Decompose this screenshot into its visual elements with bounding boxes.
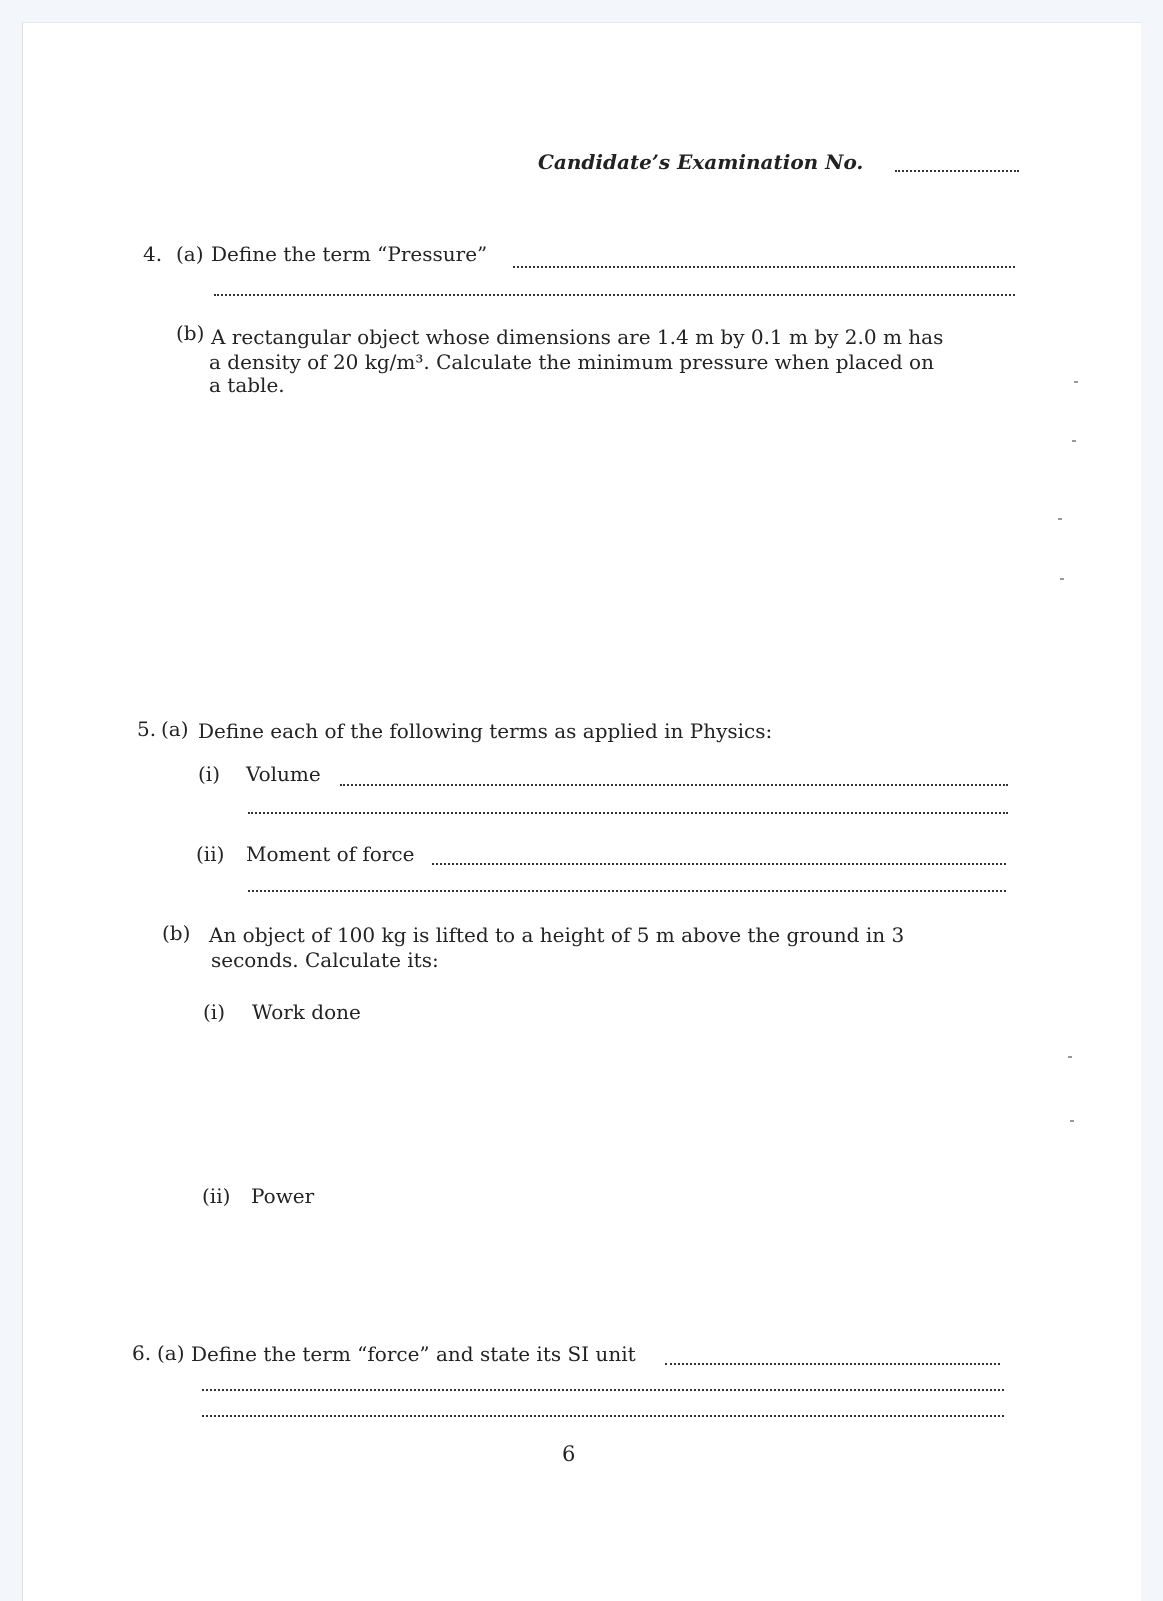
q5b-line-2: seconds. Calculate its: <box>211 948 439 972</box>
q5b-item-label: (ii) <box>202 1184 231 1208</box>
q6a-label: (a) <box>157 1341 185 1365</box>
margin-mark <box>1072 440 1076 442</box>
margin-mark <box>1068 1056 1072 1058</box>
q5a-text: Define each of the following terms as applied in Physics: <box>198 719 773 743</box>
q5b-item-text: Power <box>251 1184 315 1208</box>
page-number: 6 <box>562 1442 576 1466</box>
q5a-ii-answer-line-1[interactable] <box>432 863 1006 865</box>
q5b-line-1: An object of 100 kg is lifted to a height of 5 m above the ground in 3 <box>209 923 905 947</box>
q4b-line-3: a table. <box>209 373 285 397</box>
q4a-text: Define the term “Pressure” <box>211 242 488 266</box>
q5a-label: (a) <box>161 717 189 741</box>
q5b-item-label: (i) <box>203 1000 226 1024</box>
candidate-exam-no-label: Candidate’s Examination No. <box>538 150 864 174</box>
q5a-item-label: (i) <box>198 762 221 786</box>
q4b-line-2: a density of 20 kg/m³. Calculate the minimum pressure when placed on <box>209 350 934 374</box>
margin-mark <box>1070 1120 1074 1122</box>
q5-number: 5. <box>137 717 157 741</box>
q6a-answer-line-3[interactable] <box>202 1415 1004 1417</box>
q4a-answer-line-2[interactable] <box>214 294 1015 296</box>
margin-mark <box>1060 578 1064 580</box>
q4b-label: (b) <box>176 321 205 345</box>
q6a-text: Define the term “force” and state its SI unit <box>191 1342 636 1366</box>
q4-number: 4. <box>143 242 163 266</box>
q5b-label: (b) <box>162 921 191 945</box>
margin-mark <box>1074 381 1078 383</box>
q4a-label: (a) <box>176 242 204 266</box>
q4b-line-1: A rectangular object whose dimensions are 1.4 m by 0.1 m by 2.0 m has <box>211 325 944 349</box>
candidate-exam-no-field[interactable] <box>895 170 1019 172</box>
q6a-answer-line-1[interactable] <box>665 1363 1000 1365</box>
q5a-i-answer-line-1[interactable] <box>340 784 1008 786</box>
q5a-ii-answer-line-2[interactable] <box>248 890 1006 892</box>
q5a-item-text: Volume <box>246 762 321 786</box>
q5a-item-text: Moment of force <box>246 842 415 866</box>
q6-number: 6. <box>132 1341 152 1365</box>
q5a-item-label: (ii) <box>196 842 225 866</box>
q5a-i-answer-line-2[interactable] <box>248 812 1008 814</box>
q5b-item-text: Work done <box>252 1000 361 1024</box>
q6a-answer-line-2[interactable] <box>202 1389 1004 1391</box>
q4a-answer-line-1[interactable] <box>513 266 1015 268</box>
margin-mark <box>1058 518 1062 520</box>
